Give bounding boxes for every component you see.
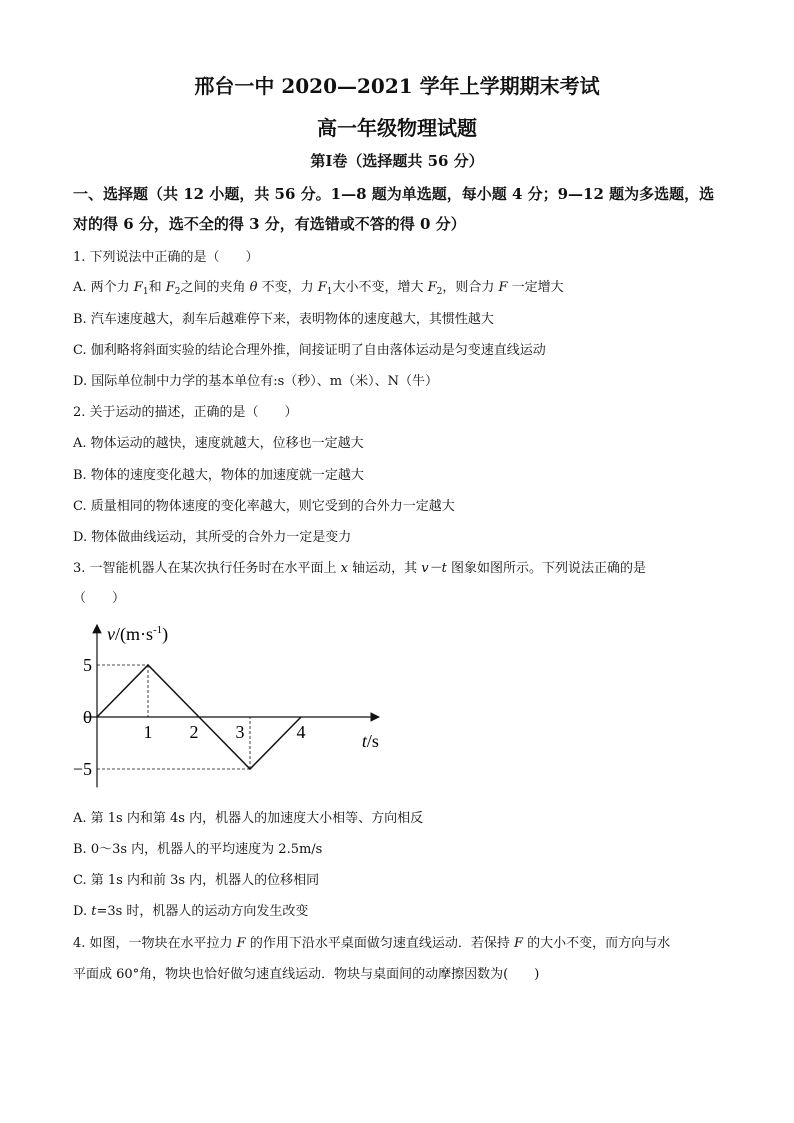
y-tick-label: 5 xyxy=(83,655,92,675)
q2-option-b: B. 物体的速度变化越大，物体的加速度就一定越大 xyxy=(73,468,364,483)
exam-title: 邢台一中 2020—2021 学年上学期期末考试 xyxy=(194,74,600,98)
exam-subtitle: 高一年级物理试题 xyxy=(317,116,477,140)
q4-stem-line1: 4. 如图，一物块在水平拉力 F 的作用下沿水平桌面做匀速直线运动．若保持 F 的大小不变，而方向与水 xyxy=(73,936,671,951)
x-tick-label: 2 xyxy=(189,722,199,742)
q3-answer-paren: （ ） xyxy=(73,591,126,606)
vt-graph xyxy=(72,620,380,795)
x-tick-label: 1 xyxy=(143,722,153,742)
q1-stem: 1. 下列说法中正确的是（ ） xyxy=(73,250,259,265)
q1-option-c: C. 伽利略将斜面实验的结论合理外推，间接证明了自由落体运动是匀变速直线运动 xyxy=(73,343,546,358)
x-tick-label: 3 xyxy=(235,722,245,742)
q1-option-d: D. 国际单位制中力学的基本单位有:s（秒）、m（米）、N（牛） xyxy=(73,374,438,389)
y-axis-label: $v/(m\cdot s^{-1})$ xyxy=(107,624,169,644)
q2-option-d: D. 物体做曲线运动，其所受的合外力一定是变力 xyxy=(73,530,352,545)
q3-option-d: D. t=3s 时，机器人的运动方向发生改变 xyxy=(73,904,309,919)
q2-stem: 2. 关于运动的描述，正确的是（ ） xyxy=(73,405,298,420)
section-instructions-line2: 对的得 6 分，选不全的得 3 分，有选错或不答的得 0 分） xyxy=(73,215,466,233)
q3-option-a: A. 第 1s 内和第 4s 内，机器人的加速度大小相等、方向相反 xyxy=(73,811,424,826)
q3-stem: 3. 一智能机器人在某次执行任务时在水平面上 x 轴运动，其 v－t 图象如图所示。下列说法正确的是 xyxy=(73,561,646,576)
q2-option-c: C. 质量相同的物体速度的变化率越大，则它受到的合外力一定越大 xyxy=(73,499,455,514)
q4-stem-line2: 平面成 60°角，物块也恰好做匀速直线运动．物块与桌面间的动摩擦因数为( ) xyxy=(73,967,540,982)
q3-option-c: C. 第 1s 内和前 3s 内，机器人的位移相同 xyxy=(73,873,320,888)
x-tick-label: 4 xyxy=(296,722,306,742)
section-title: 第I卷（选择题共 56 分） xyxy=(310,152,484,170)
x-axis-label: t/s xyxy=(361,731,379,751)
y-tick-label: 0 xyxy=(83,707,92,727)
q3-option-b: B. 0～3s 内，机器人的平均速度为 2.5m/s xyxy=(73,842,323,857)
q1-option-b: B. 汽车速度越大，刹车后越难停下来，表明物体的速度越大，其惯性越大 xyxy=(73,312,494,327)
q1-option-a: A. 两个力 $F_1$和 $F_2$之间的夹角 θ 不变，力 $F_1$大小不变，增大 $F_2$，则合力 F 一定增大 xyxy=(73,280,564,297)
q2-option-a: A. 物体运动的越快，速度就越大，位移也一定越大 xyxy=(73,436,364,451)
section-instructions-line1: 一、选择题（共 12 小题，共 56 分。1—8 题为单选题，每小题 4 分；9—12 题为多选题，选 xyxy=(73,185,715,203)
y-tick-label: −5 xyxy=(72,759,92,779)
